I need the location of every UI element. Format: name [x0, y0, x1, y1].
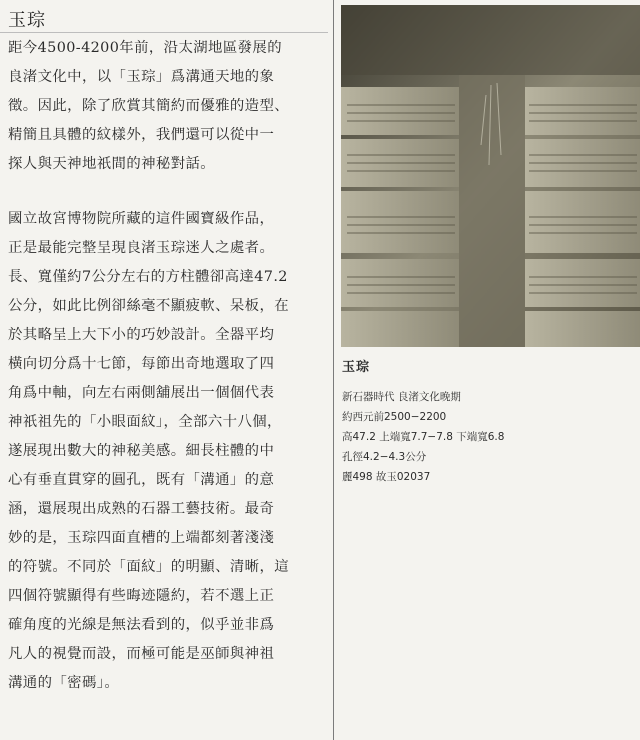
text-line: 確角度的光線是無法看到的，似乎並非爲 [8, 617, 275, 633]
caption-title: 玉琮 [342, 360, 371, 375]
text-line: 長、寬僅約7公分左右的方柱體卻高達47.2 [8, 269, 288, 285]
text-line: 神祇祖先的「小眼面紋」，全部六十八個， [8, 414, 282, 430]
text-line: 探人與天神地祇間的神秘對話。 [8, 156, 216, 172]
text-line: 於其略呈上大下小的巧妙設計。全器平均 [8, 327, 275, 343]
text-line: 距今4500-4200年前，沿太湖地區發展的 [8, 40, 282, 56]
article-title: 玉琮 [8, 10, 46, 31]
text-line: 精簡且具體的紋樣外，我們還可以從中一 [8, 127, 275, 143]
text-line: 妙的是，玉琮四面直槽的上端都刻著淺淺 [8, 530, 275, 546]
paragraph-1 [8, 34, 324, 179]
text-line: 凡人的視覺而設，而極可能是巫師與神祖 [8, 646, 275, 662]
column-divider [333, 0, 334, 740]
text-line: 四個符號顯得有些晦迹隱約，若不選上正 [8, 588, 275, 604]
text-line: 涵，還展現出成熟的石器工藝技術。最奇 [8, 501, 275, 517]
caption-line: 高47.2 上端寬7.7−7.8 下端寬6.8 [342, 431, 505, 443]
text-line: 國立故宮博物院所藏的這件國寶級作品， [8, 211, 275, 227]
title-underline [0, 32, 328, 33]
text-line: 公分，如此比例卻絲毫不顯疲軟、呆板，在 [8, 298, 290, 314]
text-line: 橫向切分爲十七節，每節出奇地選取了四 [8, 356, 275, 372]
paragraph-2 [8, 205, 324, 698]
text-line: 正是最能完整呈現良渚玉琮迷人之處者。 [8, 240, 275, 256]
caption-line: 孔徑4.2−4.3公分 [342, 451, 427, 463]
caption-line: 新石器時代 良渚文化晚期 [342, 391, 461, 403]
jade-cong-photo [341, 5, 640, 347]
jade-cong-illustration [341, 5, 640, 347]
text-line: 良渚文化中，以「玉琮」爲溝通天地的象 [8, 69, 275, 85]
text-line: 角爲中軸，向左右兩側舖展出一個個代表 [8, 385, 275, 401]
text-line: 徵。因此，除了欣賞其簡約而優雅的造型、 [8, 98, 290, 114]
text-line: 心有垂直貫穿的圓孔，既有「溝通」的意 [8, 472, 275, 488]
text-line: 遂展現出數大的神秘美感。細長柱體的中 [8, 443, 275, 459]
figure-caption [342, 356, 632, 487]
caption-line: 約西元前2500−2200 [342, 411, 447, 423]
caption-line: 麗498 故玉02037 [342, 471, 431, 483]
text-line: 溝通的「密碼」。 [8, 675, 120, 691]
text-line: 的符號。不同於「面紋」的明顯、清晰，這 [8, 559, 290, 575]
